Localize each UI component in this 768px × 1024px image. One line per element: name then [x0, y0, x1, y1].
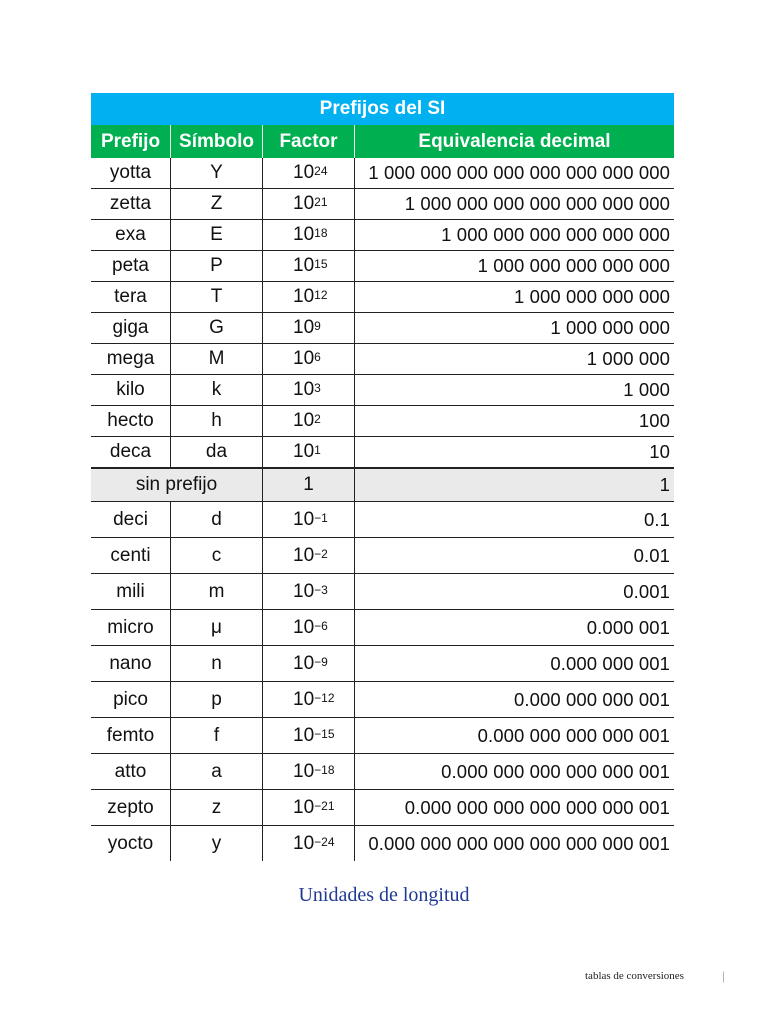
symbol-cell: E [171, 220, 263, 250]
decimal-cell: 100 [638, 410, 670, 431]
factor-cell: 10 $^1$ [263, 437, 355, 467]
symbol-cell: c [171, 538, 263, 573]
prefix-cell: hecto [91, 406, 171, 436]
table-row [91, 718, 674, 754]
symbol-cell: M [171, 344, 263, 374]
prefix-cell: nano [91, 646, 171, 681]
factor-base: 10 [293, 348, 315, 369]
factor-base: 10 [293, 286, 315, 307]
prefix-cell: tera [91, 282, 171, 312]
symbol-cell: z [171, 790, 263, 825]
symbol-cell: a [171, 754, 263, 789]
prefix-cell: femto [91, 718, 171, 753]
symbol-cell: T [171, 282, 263, 312]
decimal-cell: 1 000 [623, 379, 670, 400]
table-row [91, 189, 674, 220]
symbol-cell: P [171, 251, 263, 281]
footer-text: tablas de conversiones [585, 970, 684, 982]
factor-base: 10 [293, 162, 315, 183]
decimal-cell: 0.001 [623, 580, 670, 602]
decimal-cell: 0.000 000 000 000 000 001 [441, 760, 670, 782]
prefix-cell: deca [91, 437, 171, 467]
factor-base: 10 [293, 441, 315, 462]
factor-cell: 10 $^{24}$ [263, 158, 355, 188]
decimal-cell: 1 000 000 000 000 [513, 286, 670, 307]
factor-cell: 10 $^{-18}$ [263, 754, 355, 789]
decimal-cell: 0.000 000 001 [550, 652, 670, 674]
caption: Unidades de longitud [298, 884, 470, 906]
factor-cell: 10 $^{-2}$ [263, 538, 355, 573]
table-row [91, 375, 674, 406]
decimal-cell: 1 000 000 000 [550, 317, 670, 338]
factor-cell: 10 $^{-9}$ [263, 646, 355, 681]
table-row [91, 313, 674, 344]
prefix-cell: yotta [91, 158, 171, 188]
lower-rows [91, 502, 674, 861]
factor-cell: 10 $^3$ [263, 375, 355, 405]
factor-cell: 10 $^9$ [263, 313, 355, 343]
factor-base: 10 [293, 544, 315, 566]
table-row [91, 682, 674, 718]
factor-cell: 10 $^{-12}$ [263, 682, 355, 717]
table-header-row [91, 125, 674, 158]
factor-base: 10 [293, 410, 315, 431]
symbol-cell: Y [171, 158, 263, 188]
table-row [91, 574, 674, 610]
factor-base: 10 [293, 796, 315, 818]
factor-base: 10 [293, 193, 315, 214]
prefix-cell: micro [91, 610, 171, 645]
table-row [91, 754, 674, 790]
table-row [91, 406, 674, 437]
symbol-cell: y [171, 826, 263, 861]
decimal-cell: 1 000 000 000 000 000 000 000 000 [368, 162, 670, 183]
symbol-cell: n [171, 646, 263, 681]
prefix-cell: yocto [91, 826, 171, 861]
factor-cell: 10 $^{21}$ [263, 189, 355, 219]
prefix-cell: deci [91, 502, 171, 537]
prefix-cell: giga [91, 313, 171, 343]
none-label: sin prefijo [91, 469, 263, 501]
none-decimal: 1 [659, 474, 670, 495]
table-row [91, 826, 674, 861]
table-row [91, 502, 674, 538]
decimal-cell: 0.000 000 000 000 000 000 000 001 [368, 832, 670, 854]
factor-base: 10 [293, 616, 315, 638]
decimal-cell: 0.000 000 000 000 001 [477, 724, 670, 746]
table-title: Prefijos del SI [91, 93, 674, 125]
upper-rows [91, 158, 674, 468]
prefix-cell: mili [91, 574, 171, 609]
factor-cell: 10 $^{-21}$ [263, 790, 355, 825]
factor-base: 10 [293, 580, 315, 602]
factor-base: 10 [293, 652, 315, 674]
decimal-cell: 0.000 001 [586, 616, 670, 638]
factor-cell: 10 $^{-1}$ [263, 502, 355, 537]
prefix-cell: zepto [91, 790, 171, 825]
table-row [91, 437, 674, 468]
header-equivalencia: Equivalencia decimal [418, 130, 611, 152]
prefix-cell: mega [91, 344, 171, 374]
symbol-cell: k [171, 375, 263, 405]
factor-cell: 10 $^{-6}$ [263, 610, 355, 645]
factor-cell: 10 $^6$ [263, 344, 355, 374]
symbol-cell: μ [171, 610, 263, 645]
decimal-cell: 1 000 000 000 000 000 000 [441, 224, 670, 245]
header-prefijo: Prefijo [91, 125, 171, 158]
table-row [91, 158, 674, 189]
decimal-cell: 0.000 000 000 000 000 000 001 [404, 796, 670, 818]
table-row [91, 610, 674, 646]
decimal-cell: 10 [649, 441, 670, 462]
factor-cell: 10 $^2$ [263, 406, 355, 436]
symbol-cell: G [171, 313, 263, 343]
symbol-cell: d [171, 502, 263, 537]
symbol-cell: f [171, 718, 263, 753]
decimal-cell: 1 000 000 [586, 348, 670, 369]
si-prefix-table [91, 93, 674, 861]
table-row [91, 282, 674, 313]
factor-cell: 10 $^{18}$ [263, 220, 355, 250]
table-row [91, 790, 674, 826]
symbol-cell: p [171, 682, 263, 717]
symbol-cell: m [171, 574, 263, 609]
factor-cell: 10 $^{-3}$ [263, 574, 355, 609]
factor-cell: 10 $^{12}$ [263, 282, 355, 312]
symbol-cell: h [171, 406, 263, 436]
prefix-cell: kilo [91, 375, 171, 405]
factor-base: 10 [293, 224, 315, 245]
symbol-cell: da [171, 437, 263, 467]
factor-base: 10 [293, 508, 315, 530]
factor-base: 10 [293, 317, 315, 338]
decimal-cell: 0.000 000 000 001 [513, 688, 670, 710]
factor-base: 10 [293, 379, 315, 400]
prefix-cell: zetta [91, 189, 171, 219]
factor-cell: 10 $^{15}$ [263, 251, 355, 281]
decimal-cell: 0.1 [643, 508, 670, 530]
factor-base: 10 [293, 688, 315, 710]
table-row [91, 344, 674, 375]
prefix-cell: peta [91, 251, 171, 281]
factor-cell: 10 $^{-15}$ [263, 718, 355, 753]
factor-base: 10 [293, 255, 315, 276]
decimal-cell: 1 000 000 000 000 000 [477, 255, 670, 276]
prefix-cell: atto [91, 754, 171, 789]
symbol-cell: Z [171, 189, 263, 219]
factor-cell: 10 $^{-24}$ [263, 826, 355, 861]
table-row-sin-prefijo [91, 468, 674, 502]
factor-base: 10 [293, 760, 315, 782]
decimal-cell: 1 000 000 000 000 000 000 000 [404, 193, 670, 214]
table-row [91, 538, 674, 574]
table-row [91, 646, 674, 682]
factor-base: 10 [293, 832, 315, 854]
prefix-cell: centi [91, 538, 171, 573]
factor-base: 10 [293, 724, 315, 746]
prefix-cell: exa [91, 220, 171, 250]
prefix-cell: pico [91, 682, 171, 717]
decimal-cell: 0.01 [633, 544, 670, 566]
none-factor: 1 [263, 469, 355, 501]
footer-separator: | [722, 968, 725, 983]
table-row [91, 251, 674, 282]
table-row [91, 220, 674, 251]
header-simbolo: Símbolo [171, 125, 263, 158]
header-factor: Factor [263, 125, 355, 158]
